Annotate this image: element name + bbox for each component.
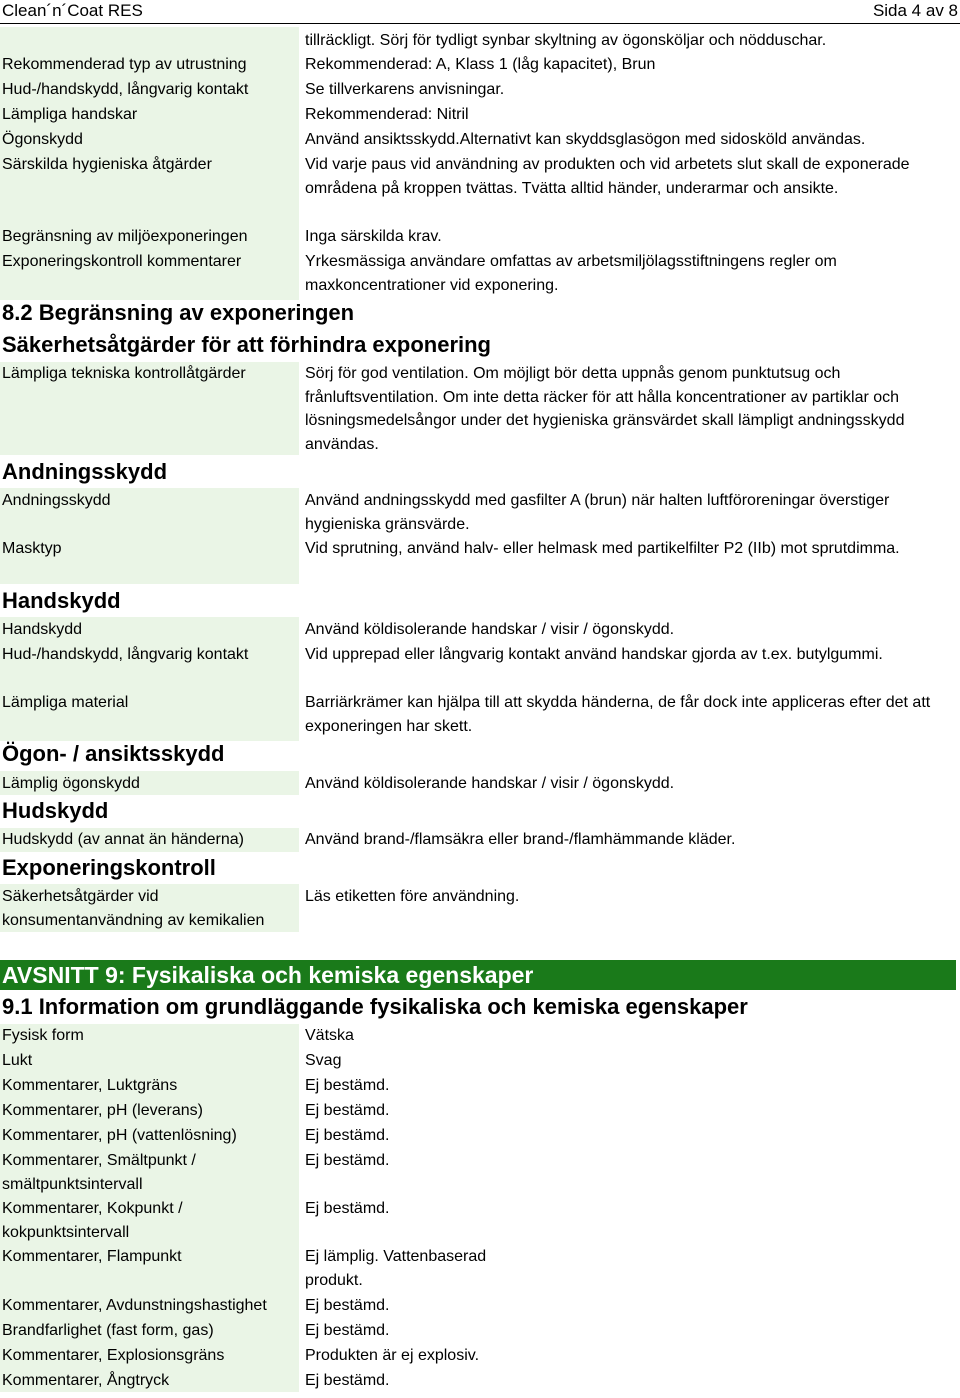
row-value: Produkten är ej explosiv.	[305, 1347, 480, 1364]
heading-skin-protection: Hudskydd	[2, 798, 109, 823]
row-value: Rekommenderad: A, Klass 1 (låg kapacitet), Brun	[305, 56, 656, 73]
row-value: Vid upprepad eller långvarig kontakt använd handskar gjorda av t.ex. butylgummi.	[305, 646, 883, 663]
row-label: Exponeringskontroll kommentarer	[2, 253, 242, 270]
document-title: Clean´n´Coat RES	[2, 1, 143, 20]
row-value: Använd köldisolerande handskar / visir / ögonskydd.	[305, 775, 675, 792]
row-value: Sörj för god ventilation. Om möjligt bör detta uppnås genom punktutsug och frånluftsventilation. Om inte detta räcker för att hålla koncentrationer av partiklar och lösningsmedelsångor under det hygieniska gränsvärdet skall lämpligt andningsskydd användas.	[305, 365, 905, 453]
row-label: Kommentarer, Ångtryck	[2, 1372, 170, 1389]
page-header	[0, 0, 960, 24]
row-value: Se tillverkarens anvisningar.	[305, 81, 505, 98]
row-label: Hud-/handskydd, långvarig kontakt	[2, 646, 249, 663]
heading-respiratory: Andningsskydd	[2, 459, 168, 484]
row-label: Hudskydd (av annat än händerna)	[2, 831, 244, 848]
row-label: Kommentarer, Kokpunkt / kokpunktsintervall	[2, 1200, 183, 1241]
row-value: Svag	[305, 1052, 342, 1069]
row-label: Lämpliga material	[2, 694, 129, 711]
row-value: Läs etiketten före användning.	[305, 888, 520, 905]
row-value: tillräckligt. Sörj för tydligt synbar skyltning av ögonsköljar och nödduschar.	[305, 32, 827, 49]
row-value: Ej bestämd.	[305, 1102, 390, 1119]
heading-eye-protection: Ögon- / ansiktsskydd	[2, 741, 225, 766]
section-9-1-subtitle: 9.1 Information om grundläggande fysikaliska och kemiska egenskaper	[2, 994, 748, 1019]
row-label: Kommentarer, Luktgräns	[2, 1077, 178, 1094]
row-label: Lämpliga handskar	[2, 106, 138, 123]
page-number: Sida 4 av 8	[872, 1, 958, 20]
row-label: Kommentarer, Explosionsgräns	[2, 1347, 225, 1364]
row-value: Ej lämplig. Vattenbaserad produkt.	[305, 1248, 487, 1289]
row-label: Kommentarer, Flampunkt	[2, 1248, 182, 1265]
row-label: Kommentarer, pH (vattenlösning)	[2, 1127, 237, 1144]
row-value: Ej bestämd.	[305, 1152, 390, 1169]
row-value: Använd köldisolerande handskar / visir / ögonskydd.	[305, 621, 675, 638]
row-label: Handskydd	[2, 621, 83, 638]
row-label: Hud-/handskydd, långvarig kontakt	[2, 81, 249, 98]
row-label: Begränsning av miljöexponeringen	[2, 228, 248, 245]
row-value: Använd ansiktsskydd.Alternativt kan skyddsglasögon med sidosköld användas.	[305, 131, 866, 148]
row-value: Använd brand-/flamsäkra eller brand-/flamhämmande kläder.	[305, 831, 736, 848]
row-value: Ej bestämd.	[305, 1127, 390, 1144]
row-value: Vid sprutning, använd halv- eller helmask med partikelfilter P2 (IIb) mot sprutdimma.	[305, 540, 900, 557]
heading-exposure-control: Exponeringskontroll	[2, 855, 216, 880]
section-subtitle-8-2: Säkerhetsåtgärder för att förhindra exponering	[2, 332, 491, 357]
row-label: Säkerhetsåtgärder vid konsumentanvändning av kemikalien	[2, 888, 265, 929]
row-label: Rekommenderad typ av utrustning	[2, 56, 247, 73]
section-9-title-bar: AVSNITT 9: Fysikaliska och kemiska egenskaper	[0, 960, 956, 990]
row-label: Brandfarlighet (fast form, gas)	[2, 1322, 214, 1339]
row-label: Lämpliga tekniska kontrollåtgärder	[2, 365, 246, 382]
row-value: Vid varje paus vid användning av produkten och vid arbetets slut skall de exponerade områdena på kroppen tvättas. Tvätta alltid händer, underarmar och ansikte.	[305, 156, 910, 197]
row-label: Kommentarer, pH (leverans)	[2, 1102, 203, 1119]
row-value: Rekommenderad: Nitril	[305, 106, 469, 123]
row-label: Masktyp	[2, 540, 62, 557]
row-value: Barriärkrämer kan hjälpa till att skydda händerna, de får dock inte appliceras efter det att exponeringen har skett.	[305, 694, 931, 735]
row-value: Ej bestämd.	[305, 1297, 390, 1314]
heading-hand-protection: Handskydd	[2, 588, 121, 613]
row-value: Ej bestämd.	[305, 1077, 390, 1094]
row-value: Vätska	[305, 1027, 354, 1044]
row-label: Lukt	[2, 1052, 33, 1069]
row-value: Ej bestämd.	[305, 1372, 390, 1389]
row-value: Ej bestämd.	[305, 1200, 390, 1217]
row-value: Inga särskilda krav.	[305, 228, 442, 245]
row-label: Kommentarer, Smältpunkt / smältpunktsintervall	[2, 1152, 196, 1193]
row-value: Ej bestämd.	[305, 1322, 390, 1339]
row-label: Särskilda hygieniska åtgärder	[2, 156, 212, 173]
row-value: Använd andningsskydd med gasfilter A (brun) när halten luftföroreningar överstiger hygieniska gränsvärde.	[305, 492, 890, 533]
row-label: Fysisk form	[2, 1027, 84, 1044]
row-label: Andningsskydd	[2, 492, 111, 509]
row-value: Yrkesmässiga användare omfattas av arbetsmiljölagsstiftningens regler om maxkoncentrationer vid exponering.	[305, 253, 837, 294]
row-label: Kommentarer, Avdunstningshastighet	[2, 1297, 267, 1314]
section-title-8-2: 8.2 Begränsning av exponeringen	[2, 300, 355, 325]
row-label: Lämplig ögonskydd	[2, 775, 140, 792]
row-label: Ögonskydd	[2, 131, 83, 148]
